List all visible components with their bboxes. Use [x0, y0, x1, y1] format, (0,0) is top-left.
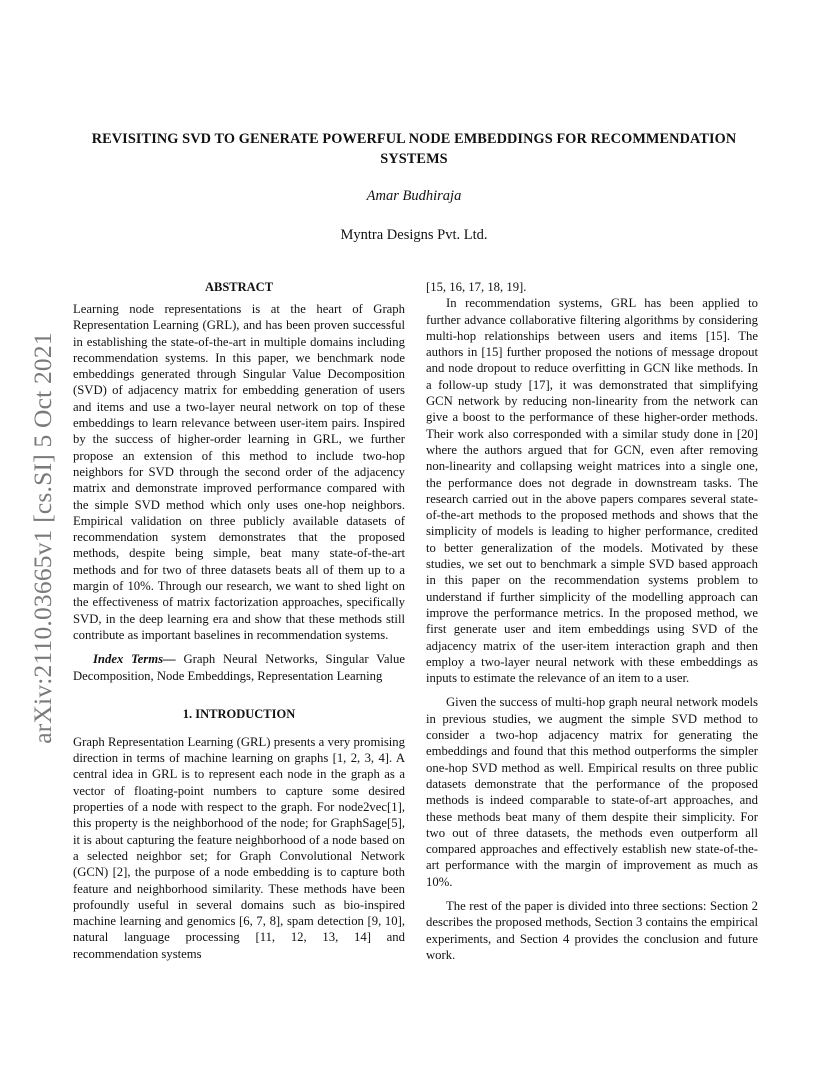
index-terms [73, 651, 405, 684]
abstract-text: Learning node representations is at the heart of Graph Representation Learning (GRL), and has been proven successful in establishing the state-of-the-art in multiple domains including recommendation systems. In this paper, we benchmark node embeddings generated through Singular Value Decomposition (SVD) of adjacency matrix for embedding generation of users and items and use a two-layer neural network on top of these embeddings to learn relevance between user-item pairs. Inspired by the success of higher-order learning in GRL, we further propose an extension of this method to include two-hop neighbors for SVD through the second order of the adjacency matrix and demonstrate improved performance compared with the simple SVD method which only uses one-hop neighbors. Empirical validation on three publicly available datasets of recommendation system demonstrates that the proposed methods, despite being simple, beat many state-of-the-art methods and for two of three datasets beats all of them up to a margin of 10%. Through our research, we want to shed light on the effectiveness of matrix factorization approaches, specifically SVD, in the deep learning era and show that these methods still contribute as important baselines in recommendation systems. [73, 302, 405, 642]
paper-title: REVISITING SVD TO GENERATE POWERFUL NODE EMBEDDINGS FOR RECOMMENDATION SYSTEMS [91, 131, 737, 167]
index-terms-text: Graph Neural Networks, Singular Value Decomposition, Node Embeddings, Representation Learning [73, 652, 405, 683]
intro-paragraph-4: The rest of the paper is divided into three sections: Section 2 describes the proposed methods, Section 3 contains the empirical experiments, and Section 4 provides the conclusion and future work. [426, 898, 758, 962]
abstract-heading: ABSTRACT [204, 280, 274, 294]
left-column [73, 279, 405, 962]
intro-paragraph-1: Graph Representation Learning (GRL) presents a very promising direction in terms of machine learning on graphs [1, 2, 3, 4]. A central idea in GRL is to represent each node in the graph as a vector of floating-point numbers to capture some desired properties of a node with respect to the graph. For node2vec[1], this property is the neighborhood of the node; for GraphSage[5], it is about capturing the feature neighborhood of a node based on a selected neighbor set; for Graph Convolutional Network (GCN) [2], the purpose of a node embedding is to capture both feature and neighborhood similarity. These methods have been profoundly useful in several domains such as bio-inspired machine learning and genomics [6, 7, 8], spam detection [9, 10], natural language processing [11, 12, 13, 14] and recommendation systems [73, 734, 405, 961]
arxiv-identifier-stamp [28, 300, 58, 775]
intro-paragraph-1-continued: [15, 16, 17, 18, 19]. [426, 280, 527, 294]
intro-paragraph-2: In recommendation systems, GRL has been applied to further advance collaborative filtering algorithms by considering multi-hop relationships between users and items [15]. The authors in [15] further proposed the notions of message dropout and node dropout to reduce overfitting in GCN like methods. In a follow-up study [17], it was demonstrated that simplifying GCN network by reducing non-linearity from the network can give a boost to the performance of these higher-order methods. Their work also corresponded with a similar study done in [20] where the authors argued that for GCN, even after removing non-linearity and collapsing weight matrices into a single one, the performance does not degrade in downstream tasks. The research carried out in the above papers compares several state-of-the-art methods to the proposed methods and shows that the simplicity of models is leading to higher performance, credited to better generalization of the models. Motivated by these studies, we set out to benchmark a simple SVD based approach in this paper on the recommendation systems problem to understand if further simplicity of the modelling approach can improve the performance metrics. In the proposed method, we first generate user and item embeddings using SVD of the adjacency matrix of the user-item interaction graph and then employ a two-layer neural network with these embeddings as inputs to estimate the relevance of an item to a user. [426, 296, 758, 686]
author-name: Amar Budhiraja [366, 188, 462, 204]
right-column [426, 279, 758, 963]
index-terms-label: Index Terms— [93, 652, 176, 667]
introduction-heading: 1. INTRODUCTION [182, 706, 296, 721]
arxiv-id-text: arXiv:2110.03665v1 [cs.SI] 5 Oct 2021 [28, 331, 57, 744]
intro-paragraph-3: Given the success of multi-hop graph neural network models in previous studies, we augment the simple SVD method to consider a two-hop adjacency matrix for generating the embeddings and found that this method outperforms the simpler one-hop SVD method as well. Empirical results on three public datasets demonstrate that the performance of the proposed methods is indeed comparable to state-of-art approaches, and these methods beat many of them despite their simplicity. For two out of three datasets, the methods even outperform all compared approaches and effectively establish new state-of-the-art performance with the margin of improvement as much as 10%. [426, 695, 758, 889]
author-affiliation: Myntra Designs Pvt. Ltd. [340, 227, 488, 243]
